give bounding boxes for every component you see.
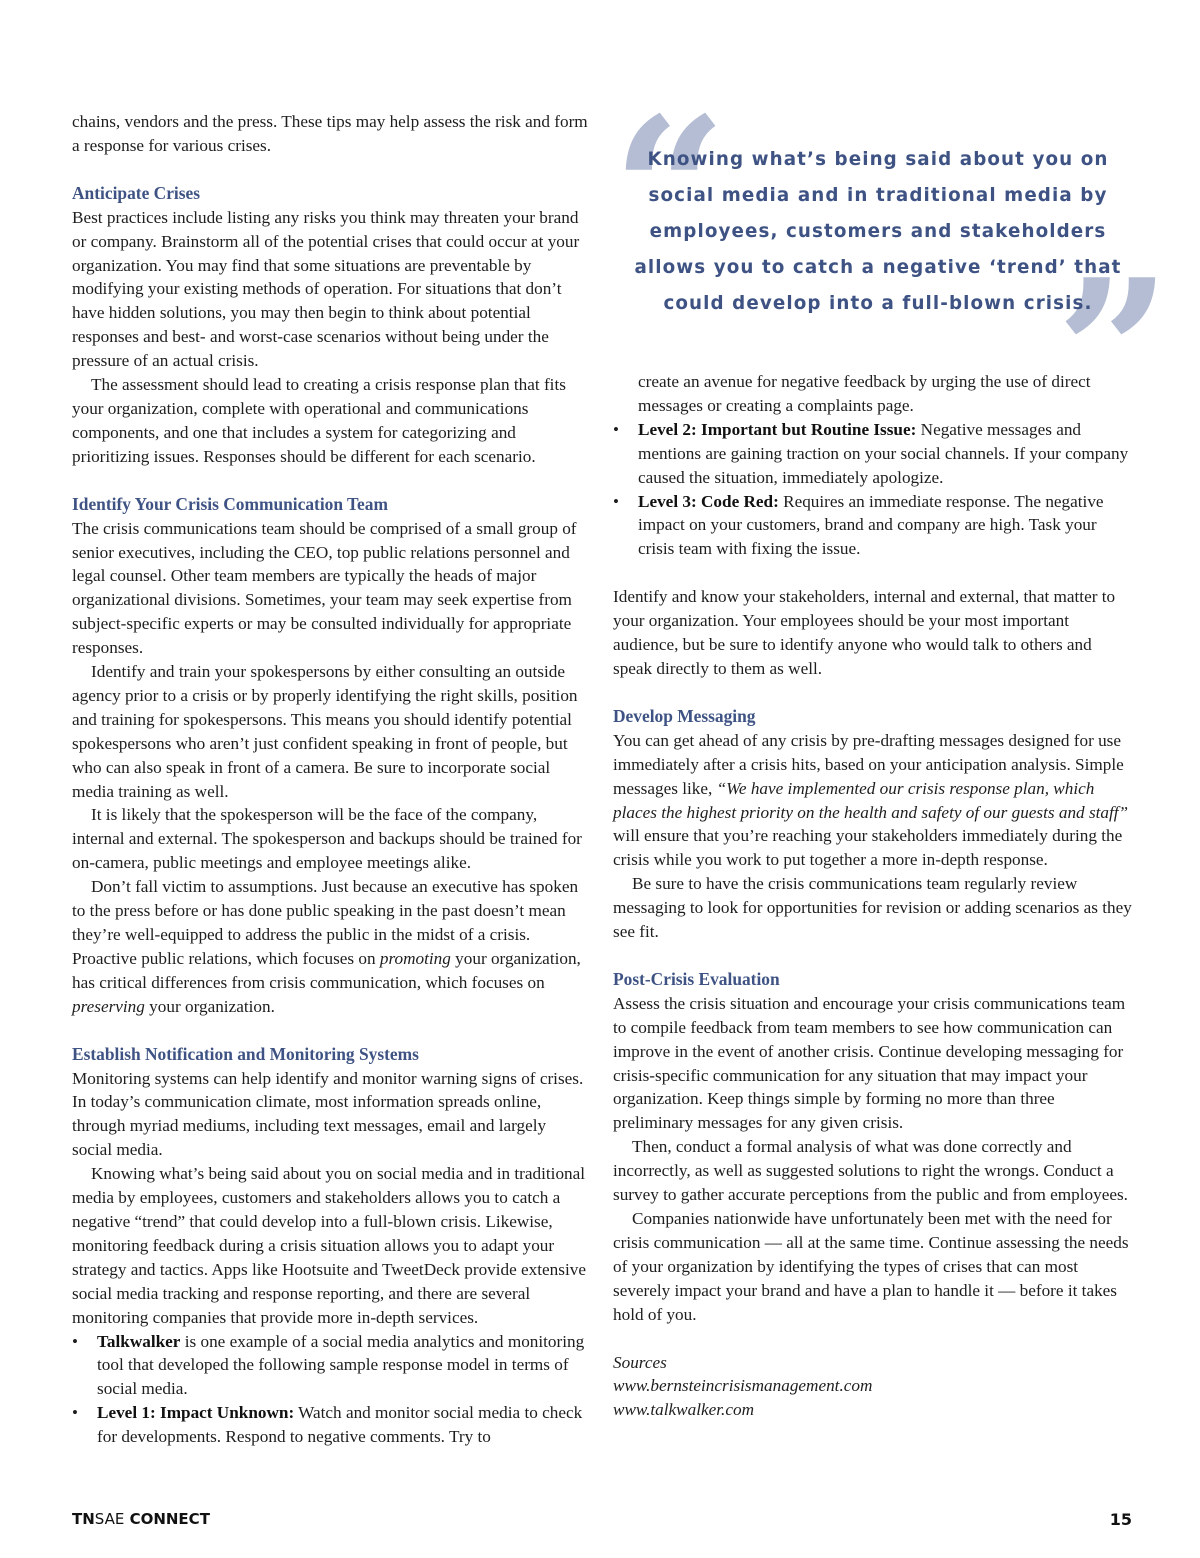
anticipate-paragraph-1: Best practices include listing any risks you think may threaten your brand or company. Brainstorm all of the potential crises that could occur at your organization. You may find that some situations are preventable by modifying your existing methods of operation. For situations that don’t have hidden solutions, you may then begin to think about potential responses and best- and worst-case scenarios without being under the pressure of an actual crisis.: [72, 207, 580, 371]
sources-block: [613, 1351, 1133, 1423]
anticipate-paragraph-2: The assessment should lead to creating a crisis response plan that fits your organization, complete with operational and communications components, and one that includes a system for categorizing and prioritizing issues. Responses should be different for each scenario.: [72, 375, 566, 466]
messaging-paragraph-1: You can get ahead of any crisis by pre-drafting messages designed for use immediately after a crisis hits, based on your anticipation analysis. Simple messages like, “We have implemented our crisis response plan, which places the highest priority on the health and safety of our guests and staff” will ensure that you’re reaching your stakeholders immediately during the crisis while you work to put together a more in-depth response.: [613, 730, 1129, 870]
messaging-paragraph-2: Be sure to have the crisis communications team regularly review messaging to look for opportunities for revision or adding scenarios as they see fit.: [613, 874, 1132, 942]
publication-brand: TNSAE CONNECT: [72, 1510, 210, 1528]
heading-crisis-team: Identify Your Crisis Communication Team: [72, 493, 388, 514]
monitoring-bullet-list: [72, 1330, 590, 1450]
team-paragraph-1: The crisis communications team should be comprised of a small group of senior executives, including the CEO, top public relations personnel and legal counsel. Other team members are typically the heads of major organizational divisions. Sometimes, your team may seek expertise from subject-specific experts or may be consulted individually for appropriate responses.: [72, 518, 577, 658]
page-number: 15: [1109, 1510, 1132, 1529]
close-quote-mark-icon: ”: [1056, 236, 1172, 471]
post-crisis-paragraph-1: Assess the crisis situation and encourage your crisis communications team to compile feedback from team members to see how communication can improve in the event of another crisis. Continue developing messaging for crisis-specific communication for any situation that may impact your organization. Keep things simple by forming no more than three preliminary messages for any given crisis.: [613, 993, 1126, 1133]
post-crisis-paragraph-2: Then, conduct a formal analysis of what was done correctly and incorrectly, as well as suggested solutions to right the wrongs. Conduct a survey to gather accurate perceptions from the public and from employees.: [613, 1137, 1128, 1205]
open-quote-mark-icon: “: [612, 74, 728, 309]
list-item: • Level 3: Code Red: Requires an immediate response. The negative impact on your customers, brand and company are high. Task your crisis team with fixing the issue.: [613, 490, 1133, 562]
right-column: [613, 370, 1133, 1422]
levels-bullet-list: [613, 370, 1133, 561]
intro-paragraph: chains, vendors and the press. These tips may help assess the risk and form a response for various crises.: [72, 112, 588, 155]
heading-monitoring-systems: Establish Notification and Monitoring Systems: [72, 1043, 419, 1064]
heading-post-crisis-evaluation: Post-Crisis Evaluation: [613, 968, 780, 989]
heading-anticipate-crises: Anticipate Crises: [72, 182, 200, 203]
stakeholders-paragraph: Identify and know your stakeholders, internal and external, that matter to your organization. Your employees should be your most important audience, but be sure to identify anyone who would talk to others and speak directly to them as well.: [613, 587, 1116, 678]
sources-label: Sources: [613, 1352, 667, 1372]
list-item: • Talkwalker is one example of a social media analytics and monitoring tool that developed the following sample response model in terms of social media.: [72, 1330, 590, 1402]
post-crisis-paragraph-3: Companies nationwide have unfortunately been met with the need for crisis communication — all at the same time. Continue assessing the needs of your organization by identifying the types of crises that can most severely impact your brand and have a plan to handle it — before it takes hold of you.: [613, 1209, 1129, 1324]
list-item: • Level 1: Impact Unknown: Watch and monitor social media to check for developments. Respond to negative comments. Try to: [72, 1401, 590, 1449]
pull-quote-text: Knowing what’s being said about you on social media and in traditional media by employees, customers and stakeholders allows you to catch a negative ‘trend’ that could develop into a full-blown crisis.: [634, 149, 1122, 314]
left-column: [72, 110, 590, 1449]
monitor-paragraph-1: Monitoring systems can help identify and monitor warning signs of crises. In today’s communication climate, most information spreads online, through myriad mediums, including text messages, email and largely social media.: [72, 1068, 584, 1160]
team-paragraph-3: It is likely that the spokesperson will be the face of the company, internal and external. The spokesperson and backups should be trained for on-camera, public meetings and employee meetings alike.: [72, 805, 582, 873]
heading-develop-messaging: Develop Messaging: [613, 705, 756, 726]
team-paragraph-4: Don’t fall victim to assumptions. Just because an executive has spoken to the press before or has done public speaking in the past doesn’t mean they’re well-equipped to address the public in the midst of a crisis. Proactive public relations, which focuses on promoting your organization, has critical differences from crisis communication, which focuses on preserving your organization.: [72, 877, 581, 1016]
page-footer: [72, 1510, 1132, 1532]
source-link-talkwalker[interactable]: www.talkwalker.com: [613, 1400, 754, 1420]
source-link-bernstein[interactable]: www.bernsteincrisismanagement.com: [613, 1376, 873, 1396]
team-paragraph-2: Identify and train your spokespersons by either consulting an outside agency prior to a crisis or by properly identifying the right skills, position and training for spokespersons. This means you should identify potential spokespersons who aren’t just confident speaking in front of people, but who can also speak in front of a camera. Be sure to incorporate social media training as well.: [72, 662, 578, 801]
monitor-paragraph-2: Knowing what’s being said about you on social media and in traditional media by employees, customers and stakeholders allows you to catch a negative “trend” that could develop into a full-blown crisis. Likewise, monitoring feedback during a crisis situation allows you to adapt your strategy and tactics. Apps like Hootsuite and TweetDeck provide extensive social media tracking and response reporting, and there are several monitoring companies that provide more in-depth services.: [72, 1164, 586, 1327]
list-item: • Level 2: Important but Routine Issue: Negative messages and mentions are gaining traction on your social channels. If your company caused the situation, immediately apologize.: [613, 418, 1133, 490]
list-item: create an avenue for negative feedback by urging the use of direct messages or creating a complaints page.: [638, 372, 1091, 415]
